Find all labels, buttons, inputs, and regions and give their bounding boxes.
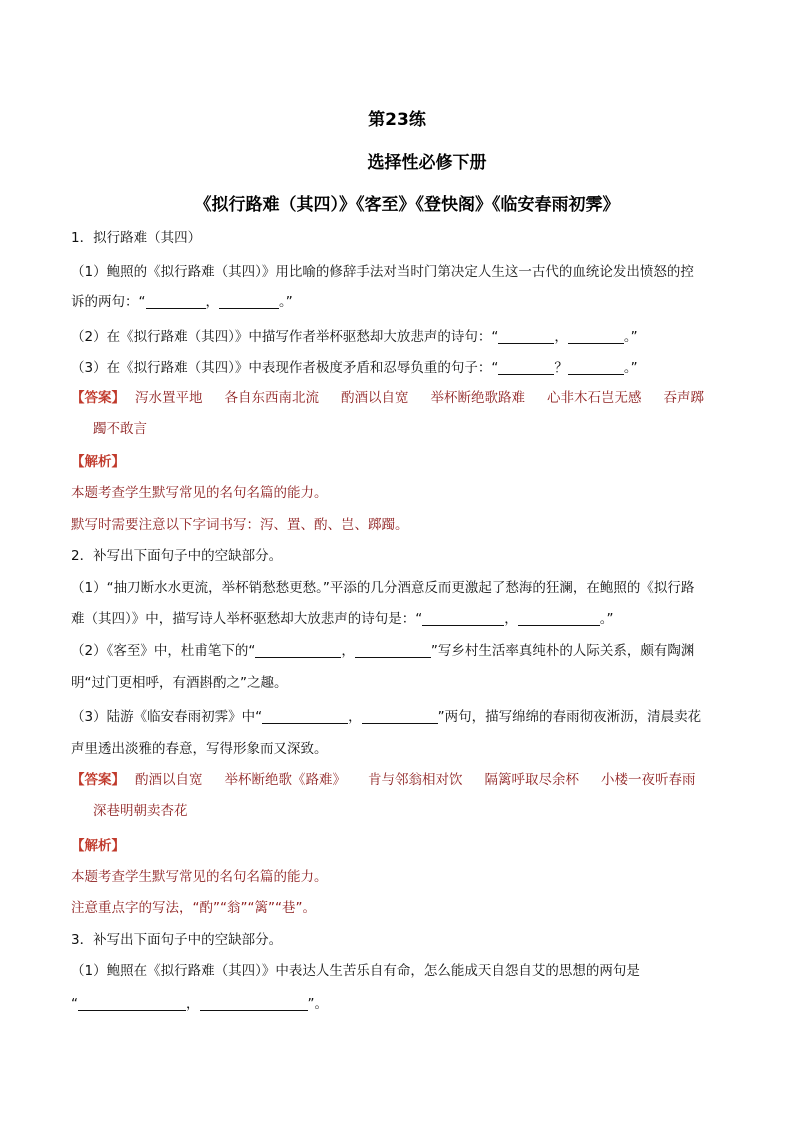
q2-answer [71,770,731,790]
q2-sub3-line1: （3）陆游《临安春雨初霁》中“ ， ”两句，描写绵绵的春雨彻夜淅沥，清晨卖花 [71,709,702,725]
q2-heading: 2．补写出下面句子中的空缺部分。 [71,548,283,564]
answer-item: 举杯断绝歌路难 [430,390,525,406]
answer-item: 隔篱呼取尽余杯 [484,772,579,788]
q2-analysis-tag: 【解析】 [71,838,125,854]
fill-blank[interactable] [518,611,600,626]
q2-sub2-line2: 明“过门更相呼，有酒斟酌之”之趣。 [71,675,288,691]
fill-blank[interactable] [362,709,438,724]
answer-item: 肯与邻翁相对饮 [368,772,463,788]
q1-sub1-line1: （1）鲍照的《拟行路难（其四）》用比喻的修辞手法对当时门第决定人生这一古代的血统论发出愤怒的控 [71,264,694,280]
q1-sub3: （3）在《拟行路难（其四）》中表现作者极度矛盾和忍辱负重的句子：“ ？ 。” [71,360,638,376]
fill-blank[interactable] [422,611,504,626]
fill-blank[interactable] [262,709,348,724]
q2-sub2-line1: （2）《客至》中，杜甫笔下的“ ， ”写乡村生活率真纯朴的人际关系，颇有陶渊 [71,643,695,659]
answer-item: 酌酒以自宽 [135,772,203,788]
answer-item: 心非木石岂无感 [547,390,642,406]
q3-sub1-line1: （1）鲍照在《拟行路难（其四）》中表达人生苦乐自有命，怎么能成天自怨自艾的思想的两句是 [71,963,640,979]
q1-analysis-2: 默写时需要注意以下字词书写：泻、置、酌、岂、踯躅。 [71,517,409,533]
answer-tag: 【答案】 [71,390,125,406]
q2-sub1-line2: 难（其四）》中，描写诗人举杯驱愁却大放悲声的诗句是：“ ， 。” [71,611,614,627]
fill-blank[interactable] [355,643,431,658]
answer-item: 酌酒以自宽 [341,390,409,406]
fill-blank[interactable] [200,996,308,1011]
poem-titles: 《拟行路难（其四）》《客至》《登快阁》《临安春雨初霁》 [194,195,620,215]
answer-item: 小楼一夜听春雨 [601,772,696,788]
fill-blank[interactable] [568,360,624,375]
book-title: 选择性必修下册 [367,153,487,173]
q1-sub1-line2: 诉的两句：“ ， 。” [71,294,293,310]
fill-blank[interactable] [146,294,206,309]
q1-answer-cont: 躅不敢言 [93,421,147,437]
q1-analysis-1: 本题考查学生默写常见的名句名篇的能力。 [71,485,328,501]
q1-analysis-tag: 【解析】 [71,454,125,470]
lesson-number: 第23练 [368,110,426,130]
answer-item: 泻水置平地 [135,390,203,406]
q3-sub1-line2: “ ， ”。 [71,996,328,1012]
fill-blank[interactable] [568,329,624,344]
q1-sub2: （2）在《拟行路难（其四）》中描写作者举杯驱愁却大放悲声的诗句：“ ， 。” [71,329,638,345]
q2-analysis-1: 本题考查学生默写常见的名句名篇的能力。 [71,869,328,885]
q2-analysis-2: 注意重点字的写法，“酌”“翁”“篱”“巷”。 [71,900,316,916]
fill-blank[interactable] [78,996,186,1011]
answer-item: 吞声踯 [663,390,704,406]
fill-blank[interactable] [219,294,279,309]
answer-item: 举杯断绝歌《路难》 [224,772,346,788]
answer-tag: 【答案】 [71,772,125,788]
fill-blank[interactable] [498,329,554,344]
q2-sub3-line2: 声里透出淡雅的春意，写得形象而又深致。 [71,741,328,757]
q1-heading: 1．拟行路难（其四） [71,230,202,246]
fill-blank[interactable] [255,643,341,658]
q3-heading: 3．补写出下面句子中的空缺部分。 [71,932,283,948]
q2-answer-cont: 深巷明朝卖杏花 [93,803,188,819]
answer-item: 各自东西南北流 [224,390,319,406]
q1-answer [71,388,731,408]
q2-sub1-line1: （1）“抽刀断水水更流，举杯销愁愁更愁。”平添的几分酒意反而更激起了愁海的狂澜，在鲍照的《拟行路 [71,580,695,596]
fill-blank[interactable] [498,360,554,375]
